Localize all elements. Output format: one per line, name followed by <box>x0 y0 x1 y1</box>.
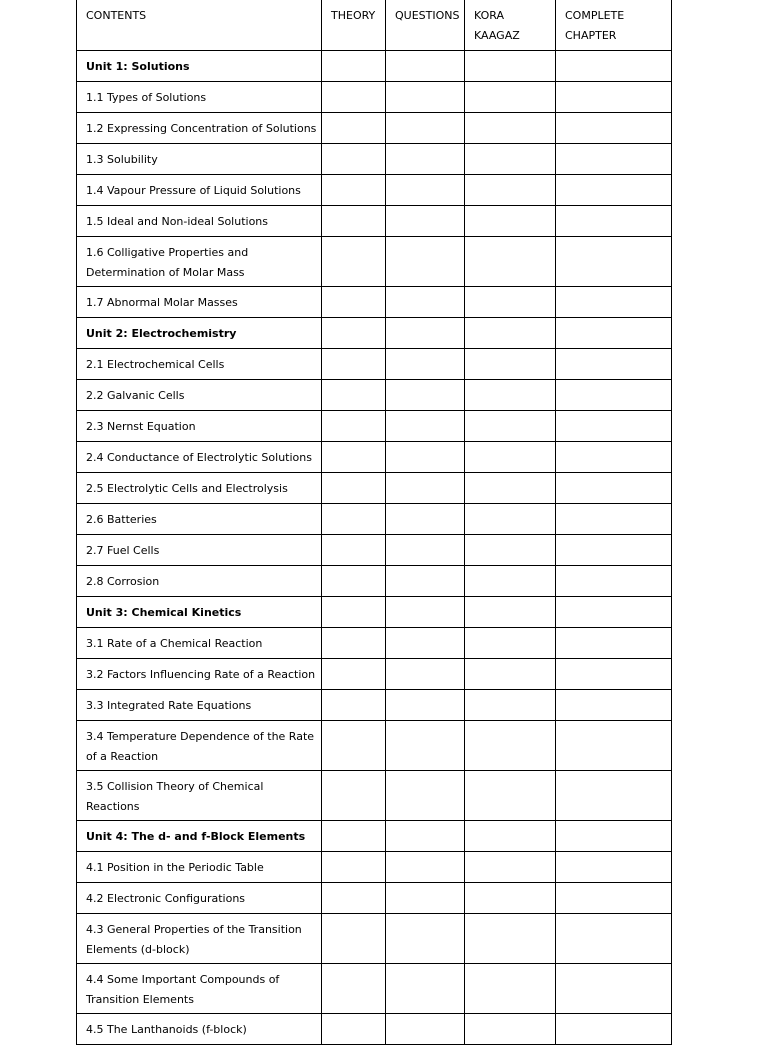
kora-kaagaz-cell <box>465 504 556 535</box>
complete-chapter-cell <box>556 349 672 380</box>
topic-row <box>77 504 672 535</box>
topic-title: 3.2 Factors Influencing Rate of a Reaction <box>77 659 322 690</box>
complete-chapter-cell <box>556 597 672 628</box>
kora-kaagaz-cell <box>465 473 556 504</box>
kora-kaagaz-cell <box>465 287 556 318</box>
questions-cell <box>386 442 465 473</box>
questions-cell <box>386 113 465 144</box>
theory-cell <box>322 628 386 659</box>
theory-cell <box>322 51 386 82</box>
topic-row <box>77 144 672 175</box>
topic-title: 2.6 Batteries <box>77 504 322 535</box>
questions-cell <box>386 144 465 175</box>
complete-chapter-cell <box>556 318 672 349</box>
topic-title: 1.1 Types of Solutions <box>77 82 322 113</box>
topic-title: 1.2 Expressing Concentration of Solutions <box>77 113 322 144</box>
theory-cell <box>322 771 386 821</box>
theory-cell <box>322 287 386 318</box>
questions-cell <box>386 82 465 113</box>
kora-kaagaz-cell <box>465 206 556 237</box>
complete-chapter-cell <box>556 51 672 82</box>
complete-chapter-cell <box>556 852 672 883</box>
questions-cell <box>386 411 465 442</box>
theory-cell <box>322 442 386 473</box>
topic-row <box>77 206 672 237</box>
topic-title: 2.1 Electrochemical Cells <box>77 349 322 380</box>
topic-title: 4.1 Position in the Periodic Table <box>77 852 322 883</box>
contents-body <box>77 51 672 1045</box>
complete-chapter-cell <box>556 380 672 411</box>
theory-cell <box>322 690 386 721</box>
unit-title: Unit 4: The d- and f-Block Elements <box>77 821 322 852</box>
complete-chapter-cell <box>556 721 672 771</box>
questions-cell <box>386 721 465 771</box>
topic-row <box>77 628 672 659</box>
complete-chapter-cell <box>556 287 672 318</box>
theory-cell <box>322 914 386 964</box>
theory-cell <box>322 535 386 566</box>
theory-cell <box>322 852 386 883</box>
complete-chapter-cell <box>556 442 672 473</box>
theory-cell <box>322 82 386 113</box>
topic-row <box>77 175 672 206</box>
questions-cell <box>386 380 465 411</box>
topic-title: 2.4 Conductance of Electrolytic Solutions <box>77 442 322 473</box>
questions-cell <box>386 821 465 852</box>
questions-cell <box>386 659 465 690</box>
topic-row <box>77 349 672 380</box>
complete-chapter-cell <box>556 690 672 721</box>
theory-cell <box>322 473 386 504</box>
unit-row <box>77 597 672 628</box>
topic-row <box>77 237 672 287</box>
questions-cell <box>386 964 465 1014</box>
complete-chapter-cell <box>556 914 672 964</box>
topic-title: 3.3 Integrated Rate Equations <box>77 690 322 721</box>
topic-title: 1.7 Abnormal Molar Masses <box>77 287 322 318</box>
complete-chapter-cell <box>556 771 672 821</box>
questions-cell <box>386 1014 465 1045</box>
complete-chapter-cell <box>556 659 672 690</box>
header-kora-kaagaz: KORA KAAGAZ <box>465 0 556 51</box>
questions-cell <box>386 852 465 883</box>
topic-title: 2.8 Corrosion <box>77 566 322 597</box>
topic-title: 1.3 Solubility <box>77 144 322 175</box>
complete-chapter-cell <box>556 82 672 113</box>
kora-kaagaz-cell <box>465 852 556 883</box>
kora-kaagaz-cell <box>465 721 556 771</box>
kora-kaagaz-cell <box>465 51 556 82</box>
unit-title: Unit 1: Solutions <box>77 51 322 82</box>
kora-kaagaz-cell <box>465 380 556 411</box>
kora-kaagaz-cell <box>465 175 556 206</box>
topic-row <box>77 82 672 113</box>
kora-kaagaz-cell <box>465 628 556 659</box>
kora-kaagaz-cell <box>465 82 556 113</box>
kora-kaagaz-cell <box>465 535 556 566</box>
theory-cell <box>322 659 386 690</box>
questions-cell <box>386 349 465 380</box>
complete-chapter-cell <box>556 175 672 206</box>
theory-cell <box>322 821 386 852</box>
questions-cell <box>386 883 465 914</box>
topic-row <box>77 1014 672 1045</box>
kora-kaagaz-cell <box>465 113 556 144</box>
theory-cell <box>322 206 386 237</box>
complete-chapter-cell <box>556 206 672 237</box>
questions-cell <box>386 628 465 659</box>
theory-cell <box>322 237 386 287</box>
kora-kaagaz-cell <box>465 597 556 628</box>
kora-kaagaz-cell <box>465 659 556 690</box>
complete-chapter-cell <box>556 473 672 504</box>
theory-cell <box>322 597 386 628</box>
kora-kaagaz-cell <box>465 566 556 597</box>
topic-row <box>77 411 672 442</box>
topic-title: 4.5 The Lanthanoids (f-block) <box>77 1014 322 1045</box>
kora-kaagaz-cell <box>465 821 556 852</box>
header-theory: THEORY <box>322 0 386 51</box>
theory-cell <box>322 318 386 349</box>
theory-cell <box>322 175 386 206</box>
topic-title: 3.1 Rate of a Chemical Reaction <box>77 628 322 659</box>
kora-kaagaz-cell <box>465 883 556 914</box>
topic-row <box>77 914 672 964</box>
topic-title: 2.2 Galvanic Cells <box>77 380 322 411</box>
topic-row <box>77 113 672 144</box>
unit-title: Unit 2: Electrochemistry <box>77 318 322 349</box>
kora-kaagaz-cell <box>465 237 556 287</box>
header-row <box>77 0 672 51</box>
topic-title: 4.3 General Properties of the Transition Elements (d-block) <box>77 914 322 964</box>
topic-title: 2.5 Electrolytic Cells and Electrolysis <box>77 473 322 504</box>
contents-table <box>76 0 672 1045</box>
kora-kaagaz-cell <box>465 411 556 442</box>
questions-cell <box>386 206 465 237</box>
unit-row <box>77 318 672 349</box>
questions-cell <box>386 287 465 318</box>
complete-chapter-cell <box>556 504 672 535</box>
questions-cell <box>386 771 465 821</box>
questions-cell <box>386 504 465 535</box>
complete-chapter-cell <box>556 821 672 852</box>
kora-kaagaz-cell <box>465 349 556 380</box>
kora-kaagaz-cell <box>465 914 556 964</box>
topic-title: 2.7 Fuel Cells <box>77 535 322 566</box>
kora-kaagaz-cell <box>465 771 556 821</box>
topic-row <box>77 690 672 721</box>
topic-row <box>77 721 672 771</box>
theory-cell <box>322 883 386 914</box>
questions-cell <box>386 914 465 964</box>
theory-cell <box>322 504 386 535</box>
theory-cell <box>322 411 386 442</box>
questions-cell <box>386 566 465 597</box>
kora-kaagaz-cell <box>465 964 556 1014</box>
topic-row <box>77 964 672 1014</box>
theory-cell <box>322 566 386 597</box>
theory-cell <box>322 380 386 411</box>
kora-kaagaz-cell <box>465 318 556 349</box>
header-contents: CONTENTS <box>77 0 322 51</box>
complete-chapter-cell <box>556 144 672 175</box>
topic-row <box>77 287 672 318</box>
unit-row <box>77 51 672 82</box>
topic-title: 1.6 Colligative Properties and Determination of Molar Mass <box>77 237 322 287</box>
questions-cell <box>386 473 465 504</box>
complete-chapter-cell <box>556 113 672 144</box>
complete-chapter-cell <box>556 1014 672 1045</box>
topic-title: 1.5 Ideal and Non-ideal Solutions <box>77 206 322 237</box>
theory-cell <box>322 1014 386 1045</box>
topic-row <box>77 852 672 883</box>
questions-cell <box>386 51 465 82</box>
questions-cell <box>386 175 465 206</box>
complete-chapter-cell <box>556 566 672 597</box>
topic-row <box>77 442 672 473</box>
header-complete-chapter: COMPLETE CHAPTER <box>556 0 672 51</box>
kora-kaagaz-cell <box>465 690 556 721</box>
complete-chapter-cell <box>556 628 672 659</box>
header-questions: QUESTIONS <box>386 0 465 51</box>
kora-kaagaz-cell <box>465 442 556 473</box>
topic-row <box>77 566 672 597</box>
topic-row <box>77 535 672 566</box>
complete-chapter-cell <box>556 237 672 287</box>
theory-cell <box>322 721 386 771</box>
questions-cell <box>386 535 465 566</box>
topic-title: 1.4 Vapour Pressure of Liquid Solutions <box>77 175 322 206</box>
theory-cell <box>322 964 386 1014</box>
topic-row <box>77 883 672 914</box>
unit-row <box>77 821 672 852</box>
topic-title: 4.4 Some Important Compounds of Transition Elements <box>77 964 322 1014</box>
topic-row <box>77 473 672 504</box>
unit-title: Unit 3: Chemical Kinetics <box>77 597 322 628</box>
questions-cell <box>386 690 465 721</box>
theory-cell <box>322 349 386 380</box>
topic-row <box>77 771 672 821</box>
kora-kaagaz-cell <box>465 144 556 175</box>
theory-cell <box>322 113 386 144</box>
questions-cell <box>386 597 465 628</box>
topic-row <box>77 380 672 411</box>
topic-row <box>77 659 672 690</box>
questions-cell <box>386 318 465 349</box>
topic-title: 3.4 Temperature Dependence of the Rate of a Reaction <box>77 721 322 771</box>
complete-chapter-cell <box>556 964 672 1014</box>
questions-cell <box>386 237 465 287</box>
complete-chapter-cell <box>556 883 672 914</box>
complete-chapter-cell <box>556 535 672 566</box>
topic-title: 3.5 Collision Theory of Chemical Reactions <box>77 771 322 821</box>
complete-chapter-cell <box>556 411 672 442</box>
topic-title: 4.2 Electronic Configurations <box>77 883 322 914</box>
kora-kaagaz-cell <box>465 1014 556 1045</box>
topic-title: 2.3 Nernst Equation <box>77 411 322 442</box>
theory-cell <box>322 144 386 175</box>
